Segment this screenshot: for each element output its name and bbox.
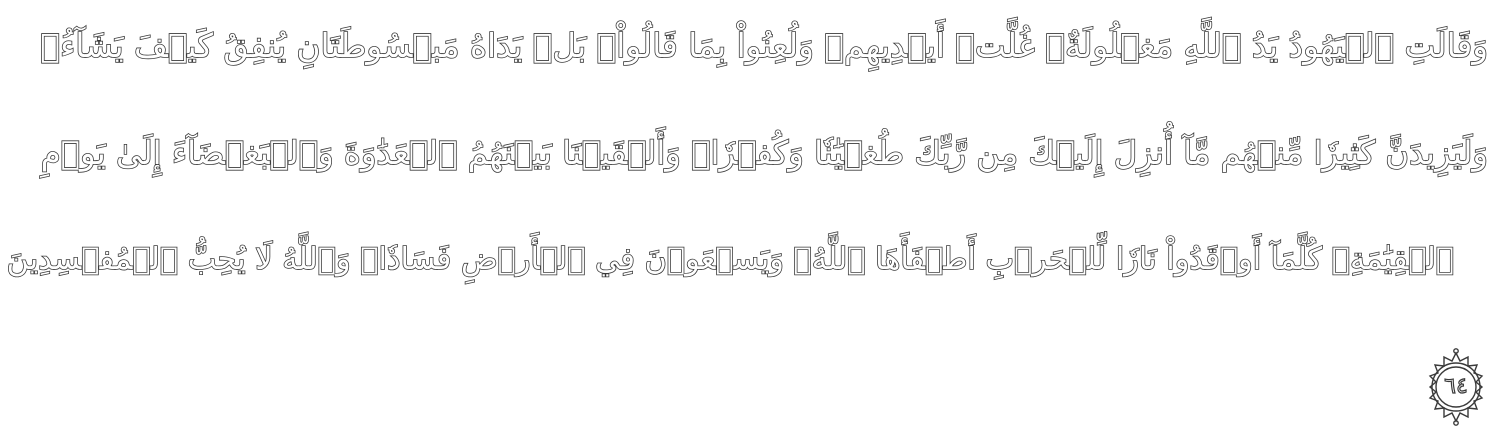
verse-line-3: ٱلۡقِيَٰمَةِۚ كُلَّمَآ أَوۡقَدُواْ نَارٗا لِّلۡحَرۡبِ أَطۡفَأَهَا ٱللَّهُۚ وَيَسۡعَوۡنَ فِي ٱلۡأَرۡضِ فَسَادٗاۚ وَٱللَّهُ لَا يُحِبُّ ٱلۡمُفۡسِدِينَ — [6, 242, 1454, 277]
ayah-end-marker — [1416, 347, 1496, 427]
verse-line-1: وَقَالَتِ ٱلۡيَهُودُ يَدُ ٱللَّهِ مَغۡلُولَةٌۚ غُلَّتۡ أَيۡدِيهِمۡ وَلُعِنُواْ بِمَا قَالُواْۘ بَلۡ يَدَاهُ مَبۡسُوطَتَانِ يُنفِقُ كَيۡفَ يَشَآءُۚ — [40, 27, 1488, 65]
verse-line-2: وَلَيَزِيدَنَّ كَثِيرٗا مِّنۡهُم مَّآ أُنزِلَ إِلَيۡكَ مِن رَّبِّكَ طُغۡيَٰنٗا وَكُفۡرٗاۚ وَأَلۡقَيۡنَا بَيۡنَهُمُ ٱلۡعَدَٰوَةَ وَٱلۡبَغۡضَآءَ إِلَىٰ يَوۡمِ — [40, 134, 1488, 172]
ayah-number: ٦٤ — [1444, 374, 1468, 399]
